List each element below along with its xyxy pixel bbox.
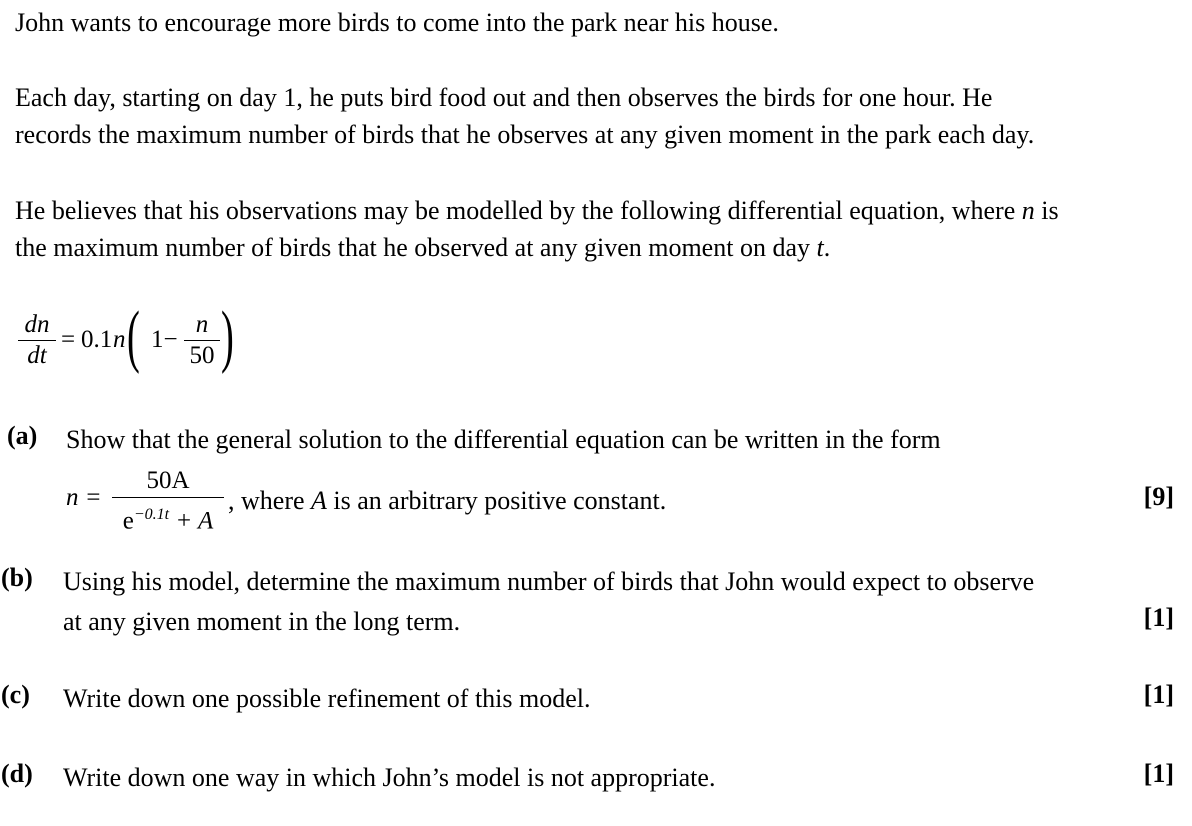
dt-denominator: dt bbox=[27, 342, 47, 369]
part-a-marks: [9] bbox=[1143, 482, 1174, 511]
part-c-text: Write down one possible refinement of this model. bbox=[63, 684, 591, 713]
part-d-marks: [1] bbox=[1143, 759, 1174, 788]
part-b-line-2: at any given moment in the long term. bbox=[63, 607, 461, 636]
where-text: , where bbox=[228, 486, 305, 515]
inner-numerator: n bbox=[195, 311, 209, 338]
p3-text-c: the maximum number of birds that he observed at any given moment on day bbox=[15, 233, 810, 262]
e-base: e bbox=[122, 507, 134, 535]
part-a-text-2 bbox=[228, 482, 666, 520]
formula-denominator bbox=[112, 498, 224, 538]
part-d-text: Write down one way in which John’s model is not appropriate. bbox=[63, 763, 716, 792]
right-paren: ) bbox=[221, 298, 234, 375]
n-over-50-fraction bbox=[184, 310, 220, 371]
dn-dt-fraction bbox=[18, 310, 56, 371]
var-n-eq: n bbox=[113, 326, 126, 353]
part-b-marks: [1] bbox=[1143, 603, 1174, 632]
equals-sign: = bbox=[61, 326, 76, 353]
dn-numerator: dn bbox=[24, 311, 50, 338]
coefficient: 0.1 bbox=[81, 326, 113, 353]
one-minus: 1− bbox=[151, 326, 178, 353]
formula-fraction bbox=[112, 465, 224, 538]
var-t: t bbox=[816, 233, 824, 262]
left-paren: ( bbox=[127, 298, 140, 375]
var-n: n bbox=[1021, 196, 1035, 225]
formula-numerator bbox=[112, 465, 224, 497]
p3-period: . bbox=[823, 233, 831, 262]
part-b-line-1: Using his model, determine the maximum number of birds that John would expect to observe bbox=[63, 567, 1035, 596]
part-c-marks: [1] bbox=[1143, 680, 1174, 709]
part-d-label: (d) bbox=[1, 759, 33, 788]
e-exponent: −0.1t bbox=[133, 506, 170, 523]
intro-paragraph-3-line-1 bbox=[15, 192, 1059, 229]
part-a-label: (a) bbox=[7, 421, 38, 450]
formula-lhs: n = bbox=[66, 484, 102, 511]
constant-text: is an arbitrary positive constant. bbox=[333, 486, 667, 515]
intro-paragraph-1: John wants to encourage more birds to come into the park near his house. bbox=[15, 8, 779, 37]
part-c-label: (c) bbox=[1, 680, 30, 709]
intro-paragraph-3-line-2 bbox=[15, 229, 830, 266]
numerator-text: 50A bbox=[146, 467, 190, 494]
inner-denominator: 50 bbox=[189, 342, 215, 369]
intro-paragraph-2-line-2: records the maximum number of birds that he observes at any given moment in the park each day. bbox=[15, 120, 1035, 149]
part-b-label: (b) bbox=[1, 563, 33, 592]
var-a: A bbox=[311, 486, 327, 515]
p3-text-b: is bbox=[1041, 196, 1059, 225]
p3-text-a: He believes that his observations may be modelled by the following differential equation, where bbox=[15, 196, 1016, 225]
intro-paragraph-2-line-1: Each day, starting on day 1, he puts bird food out and then observes the birds for one hour. He bbox=[15, 83, 993, 112]
den-tail: + A bbox=[175, 507, 214, 535]
part-a-text: Show that the general solution to the differential equation can be written in the form bbox=[66, 425, 941, 454]
